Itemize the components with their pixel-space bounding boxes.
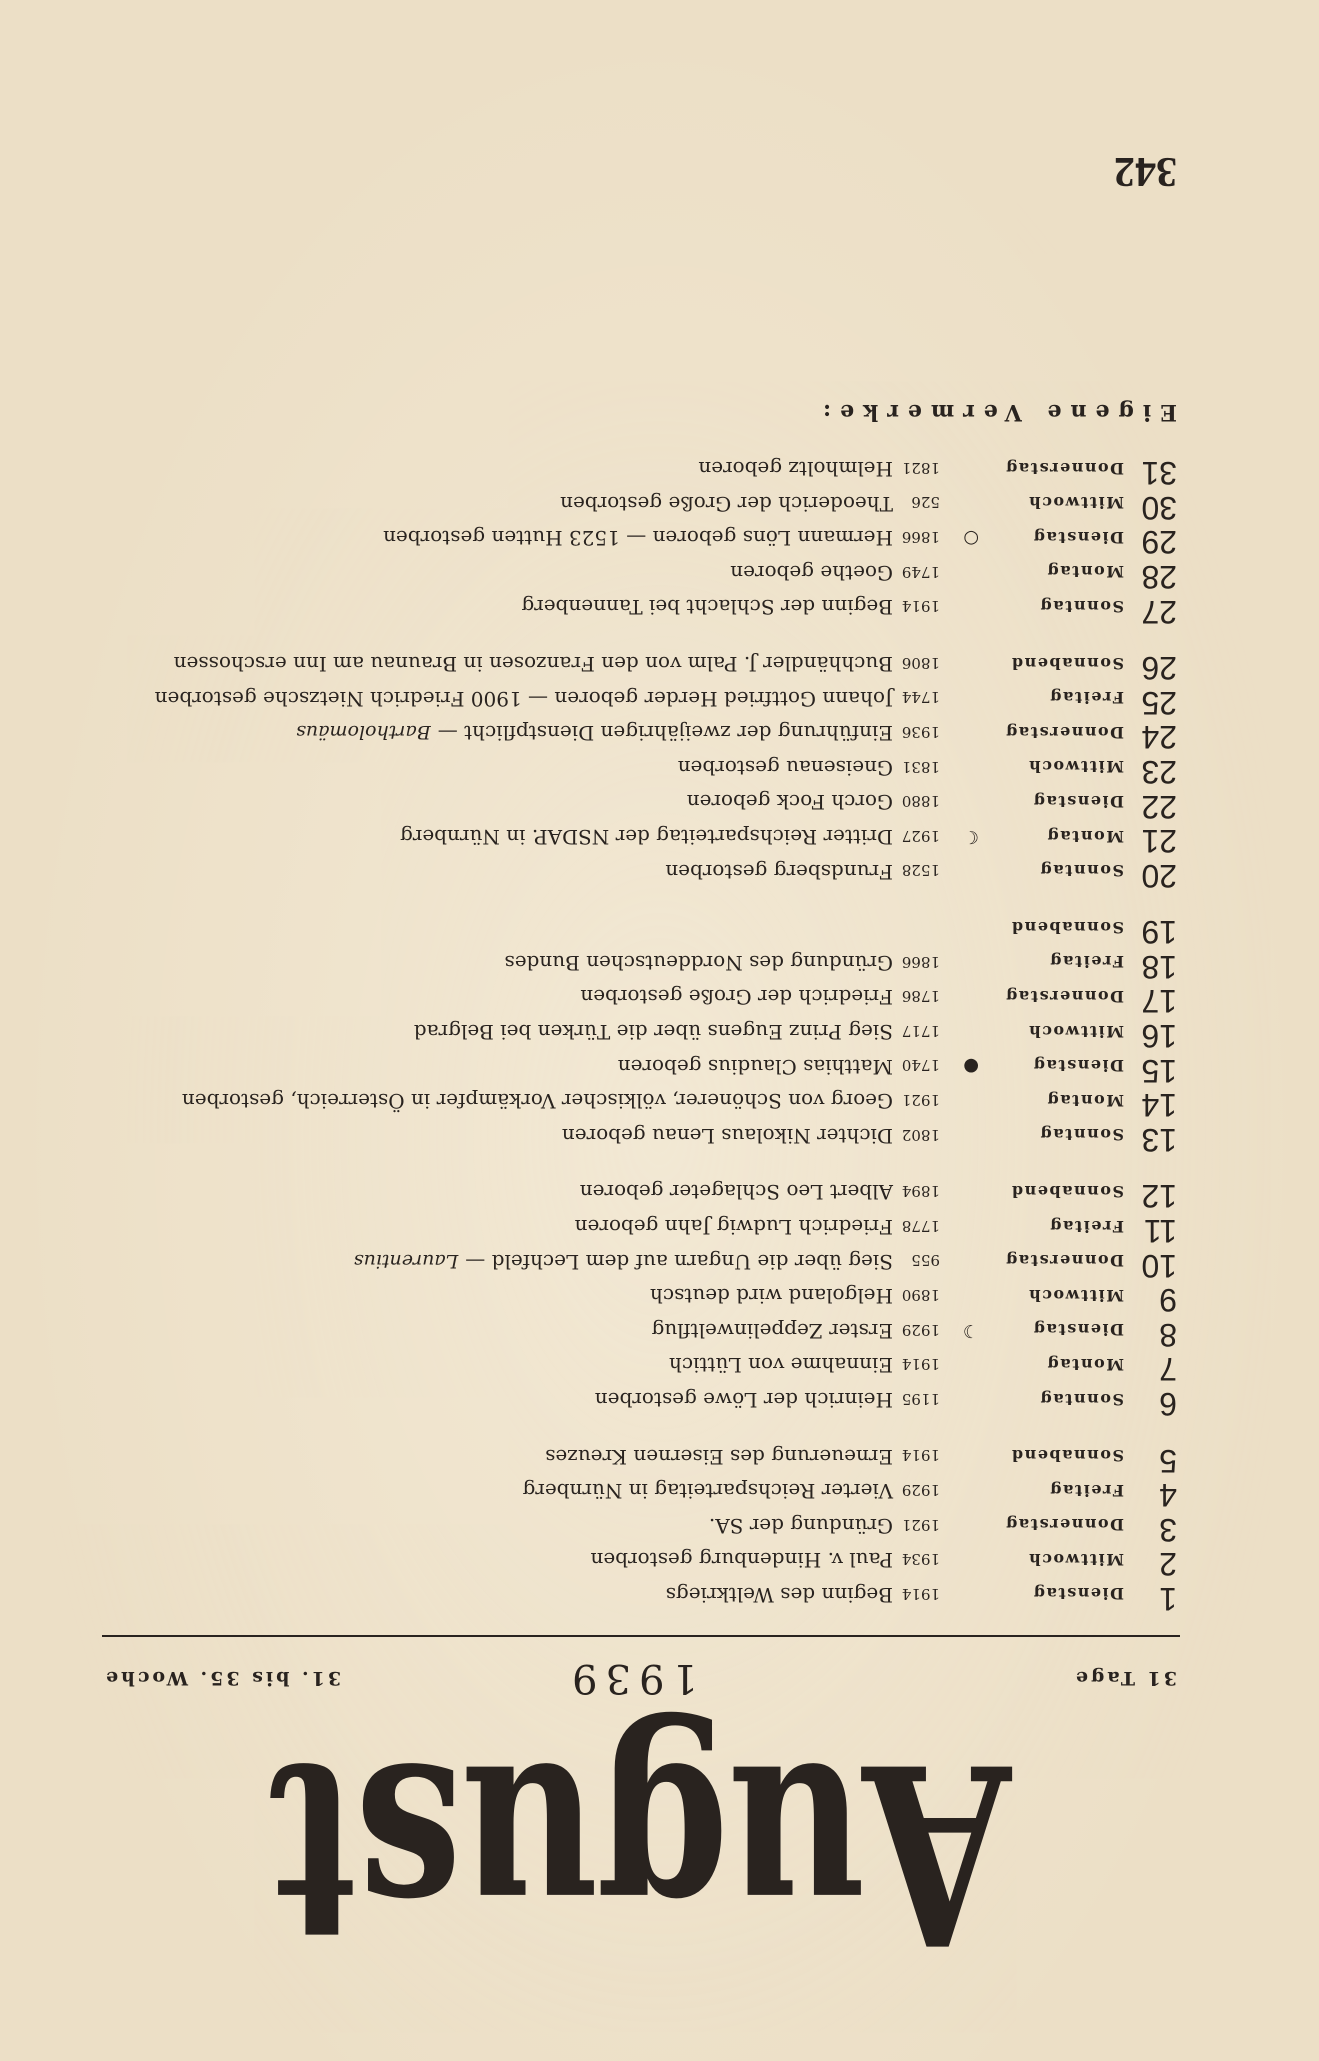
event-entry [594, 1387, 893, 1412]
weekday-name: Mittwoch [1027, 1549, 1124, 1569]
day-number: 2 [1159, 1546, 1177, 1583]
day-number: 21 [1141, 823, 1177, 860]
event-year: 1929 [901, 1480, 940, 1499]
event-year: 526 [911, 493, 940, 512]
event-year: 1528 [901, 861, 940, 880]
event-text: Sieg über die Ungarn auf dem Lechfeld — [465, 1249, 893, 1274]
weekday-name: Sonntag [1039, 597, 1124, 617]
event-entry [649, 1284, 893, 1309]
weekday-name: Dienstag [1032, 792, 1124, 812]
day-number: 9 [1159, 1282, 1177, 1319]
event-text: Gründung der SA. [708, 1513, 893, 1538]
weekday-name: Donnerstag [1004, 458, 1124, 478]
event-year: 955 [911, 1251, 940, 1270]
day-number: 20 [1141, 857, 1177, 894]
event-entry [173, 652, 893, 677]
day-number: 5 [1159, 1442, 1177, 1479]
day-row [0, 1315, 1319, 1353]
event-entry [708, 1513, 893, 1538]
event-entry [504, 950, 893, 975]
event-entry [545, 1444, 893, 1469]
weekday-name: Montag [1046, 562, 1124, 582]
day-number: 17 [1141, 983, 1177, 1020]
event-year: 1821 [901, 458, 940, 477]
event-year: 1866 [901, 952, 940, 971]
new-moon-icon: ● [963, 1055, 979, 1077]
event-year: 1717 [901, 1021, 940, 1040]
day-row [0, 488, 1319, 526]
saint-day-name: Laurentius [353, 1249, 459, 1272]
event-entry [668, 1353, 893, 1378]
day-number: 22 [1141, 788, 1177, 825]
event-text: Gneisenau gestorben [677, 755, 893, 780]
day-row [0, 1476, 1319, 1514]
day-row [0, 1120, 1319, 1158]
day-number: 18 [1141, 948, 1177, 985]
event-text: Heinrich der Löwe gestorben [594, 1387, 893, 1412]
event-year: 1914 [901, 1446, 940, 1465]
event-year: 1934 [901, 1550, 940, 1569]
event-entry [354, 1251, 893, 1272]
event-text: Einnahme von Lüttich [668, 1353, 893, 1378]
event-entry [651, 1318, 893, 1343]
day-row [0, 557, 1319, 595]
last-quarter-moon-icon: ☽ [962, 1320, 979, 1342]
day-row [0, 787, 1319, 825]
event-year: 1740 [901, 1056, 940, 1075]
day-row [0, 1441, 1319, 1479]
weekday-name: Freitag [1048, 1216, 1124, 1236]
event-entry [590, 1548, 893, 1573]
weekday-name: Dienstag [1032, 527, 1124, 547]
weekday-name: Freitag [1048, 688, 1124, 708]
event-entry [383, 526, 893, 551]
weekday-name: Montag [1046, 826, 1124, 846]
day-row [0, 1579, 1319, 1617]
weekday-name: Mittwoch [1027, 1285, 1124, 1305]
event-entry [181, 1089, 893, 1114]
event-text: Einführung der zweijährigen Dienstpflicht — [437, 721, 893, 746]
day-row [0, 1177, 1319, 1215]
month-title: August [271, 1708, 1011, 1999]
event-text: Dritter Reichsparteitag der NSDAP. in Nürnberg [400, 825, 893, 850]
week-block [0, 913, 1319, 1158]
event-year: 1802 [901, 1125, 940, 1144]
event-text: Frundsberg gestorben [665, 859, 893, 884]
weekday-name: Sonnabend [1010, 1181, 1124, 1201]
day-row [0, 1384, 1319, 1423]
event-year: 1866 [901, 528, 940, 547]
event-year: 1914 [901, 597, 940, 616]
day-number: 26 [1141, 650, 1177, 687]
event-text: Johann Gottfried Herder geboren — 1900 Friedrich Nietzsche gestorben [154, 686, 893, 711]
day-row [0, 1051, 1319, 1089]
weekday-name: Mittwoch [1027, 493, 1124, 513]
day-row [0, 1281, 1319, 1319]
event-year: 1894 [901, 1182, 940, 1201]
event-year: 1927 [901, 826, 940, 845]
event-text: Erneuerung des Eisernen Kreuzes [545, 1444, 893, 1469]
event-entry [296, 721, 893, 746]
event-text: Hermann Löns geboren — 1523 Hutten gestorben [383, 526, 893, 551]
day-row [0, 1350, 1319, 1388]
event-entry [400, 825, 893, 850]
event-year: 1749 [901, 562, 940, 581]
first-quarter-moon-icon: ☾ [962, 826, 979, 848]
day-row [0, 856, 1319, 894]
day-row [0, 1086, 1319, 1124]
day-number: 29 [1141, 524, 1177, 561]
event-year: 1921 [901, 1515, 940, 1534]
event-entry [560, 491, 893, 516]
day-number: 13 [1141, 1121, 1177, 1158]
event-entry [698, 457, 893, 482]
week-block [0, 1441, 1319, 1617]
weekday-name: Mittwoch [1027, 1021, 1124, 1041]
event-text: Paul v. Hindenburg gestorben [590, 1548, 893, 1573]
event-entry [665, 1582, 893, 1607]
day-row [0, 1211, 1319, 1250]
weekday-name: Freitag [1048, 952, 1124, 972]
day-number: 27 [1141, 593, 1177, 630]
day-number: 6 [1159, 1386, 1177, 1423]
event-year: 1744 [901, 688, 940, 707]
week-block [0, 649, 1319, 894]
weekday-name: Mittwoch [1027, 757, 1124, 777]
day-row [0, 752, 1319, 790]
weekday-name: Donnerstag [1004, 987, 1124, 1006]
calendar-day-list [0, 454, 1319, 1617]
day-number: 7 [1159, 1351, 1177, 1388]
event-year: 1914 [901, 1584, 940, 1603]
event-entry [686, 790, 893, 815]
event-text: Erster Zeppelinweltflug [651, 1318, 893, 1343]
weekday-name: Dienstag [1032, 1320, 1124, 1340]
event-entry [579, 1180, 893, 1205]
event-text: Friedrich der Große gestorben [580, 985, 893, 1010]
event-year: 1778 [901, 1216, 940, 1235]
event-text: Beginn der Schlacht bei Tannenberg [521, 595, 893, 620]
event-entry [521, 595, 893, 620]
day-number: 1 [1159, 1581, 1177, 1617]
weekday-name: Dienstag [1032, 1056, 1124, 1076]
day-row [0, 683, 1319, 721]
day-row [0, 1017, 1319, 1055]
day-number: 15 [1141, 1052, 1177, 1089]
day-number: 28 [1141, 558, 1177, 595]
day-number: 3 [1159, 1511, 1177, 1548]
event-year: 1880 [901, 792, 940, 811]
event-text: Buchhändler J. Palm von den Franzosen in Braunau am Inn erschossen [173, 652, 893, 677]
event-text: Gorch Fock geboren [686, 790, 893, 815]
day-row [0, 454, 1319, 492]
event-text: Gründung des Norddeutschen Bundes [504, 950, 893, 975]
event-entry [154, 686, 893, 711]
event-text: Albert Leo Schlageter geboren [579, 1180, 893, 1205]
event-text: Matthias Claudius geboren [617, 1054, 893, 1079]
event-text: Dichter Nikolaus Lenau geboren [561, 1123, 893, 1148]
event-text: Georg von Schönerer, völkischer Vorkämpfer in Österreich, gestorben [181, 1089, 893, 1114]
event-text: Helgoland wird deutsch [649, 1284, 893, 1309]
event-year: 1936 [901, 723, 940, 742]
event-year: 1806 [901, 653, 940, 672]
full-moon-icon: ○ [963, 527, 979, 549]
week-range: 31. bis 35. Woche [103, 1667, 342, 1689]
event-year: 1914 [901, 1355, 940, 1374]
event-text: Friedrich Ludwig Jahn geboren [574, 1214, 893, 1239]
weekday-name: Sonnabend [1010, 917, 1124, 937]
event-year: 1786 [901, 987, 940, 1006]
event-entry [677, 755, 893, 780]
day-number: 31 [1141, 455, 1177, 492]
page-number: 342 [1114, 148, 1177, 194]
day-number: 30 [1141, 489, 1177, 526]
day-row [0, 718, 1319, 756]
event-year: 1929 [901, 1320, 940, 1339]
event-text: Helmholtz geboren [698, 457, 893, 482]
header-divider [102, 1635, 1180, 1637]
event-year: 1831 [901, 757, 940, 776]
days-in-month: 31 Tage [1072, 1667, 1177, 1689]
saint-day-name: Bartholomäus [296, 721, 431, 744]
day-number: 24 [1141, 719, 1177, 756]
day-row [0, 649, 1319, 687]
day-number: 25 [1141, 684, 1177, 721]
weekday-name: Sonnabend [1010, 653, 1124, 673]
day-row [0, 982, 1319, 1020]
day-row [0, 1510, 1319, 1548]
day-row [0, 1545, 1319, 1583]
day-number: 16 [1141, 1018, 1177, 1055]
event-entry [522, 1479, 893, 1504]
day-number: 23 [1141, 753, 1177, 790]
week-block [0, 1177, 1319, 1423]
day-number: 8 [1159, 1316, 1177, 1353]
weekday-name: Montag [1046, 1090, 1124, 1110]
event-text: Goethe geboren [730, 560, 893, 585]
weekday-name: Donnerstag [1004, 1251, 1124, 1271]
event-year: 1921 [901, 1090, 940, 1109]
weekday-name: Donnerstag [1004, 722, 1124, 742]
day-row [0, 913, 1319, 951]
event-entry [561, 1123, 893, 1148]
weekday-name: Dienstag [1032, 1584, 1124, 1604]
event-text: Sieg Prinz Eugens über die Türken bei Belgrad [413, 1020, 893, 1044]
event-entry [730, 560, 893, 585]
event-year: 1890 [901, 1285, 940, 1304]
day-number: 10 [1141, 1247, 1177, 1284]
event-entry [574, 1214, 893, 1239]
notes-label: Eigene Vermerke: [813, 399, 1177, 425]
event-entry [665, 859, 893, 884]
event-entry [414, 1022, 893, 1042]
year-label: 1939 [564, 1655, 698, 1701]
day-row [0, 523, 1319, 561]
day-number: 14 [1141, 1087, 1177, 1124]
weekday-name: Freitag [1048, 1480, 1124, 1500]
weekday-name: Sonntag [1039, 861, 1124, 881]
event-year: 1195 [901, 1389, 940, 1408]
weekday-name: Sonntag [1039, 1389, 1124, 1409]
day-number: 19 [1141, 914, 1177, 951]
day-number: 11 [1143, 1213, 1177, 1250]
day-number: 12 [1141, 1178, 1177, 1215]
day-row [0, 592, 1319, 630]
event-text: Beginn des Weltkriegs [665, 1582, 893, 1607]
weekday-name: Montag [1046, 1354, 1124, 1374]
day-number: 4 [1159, 1477, 1177, 1514]
event-entry [580, 985, 893, 1010]
weekday-name: Sonnabend [1010, 1446, 1124, 1466]
event-entry [617, 1054, 893, 1079]
event-text: Vierter Reichsparteitag in Nürnberg [522, 1479, 893, 1504]
day-row [0, 1246, 1319, 1284]
week-block [0, 454, 1319, 630]
weekday-name: Sonntag [1039, 1125, 1124, 1145]
event-text: Theoderich der Große gestorben [560, 491, 893, 516]
day-row [0, 822, 1319, 860]
weekday-name: Donnerstag [1004, 1515, 1124, 1535]
day-row [0, 947, 1319, 985]
